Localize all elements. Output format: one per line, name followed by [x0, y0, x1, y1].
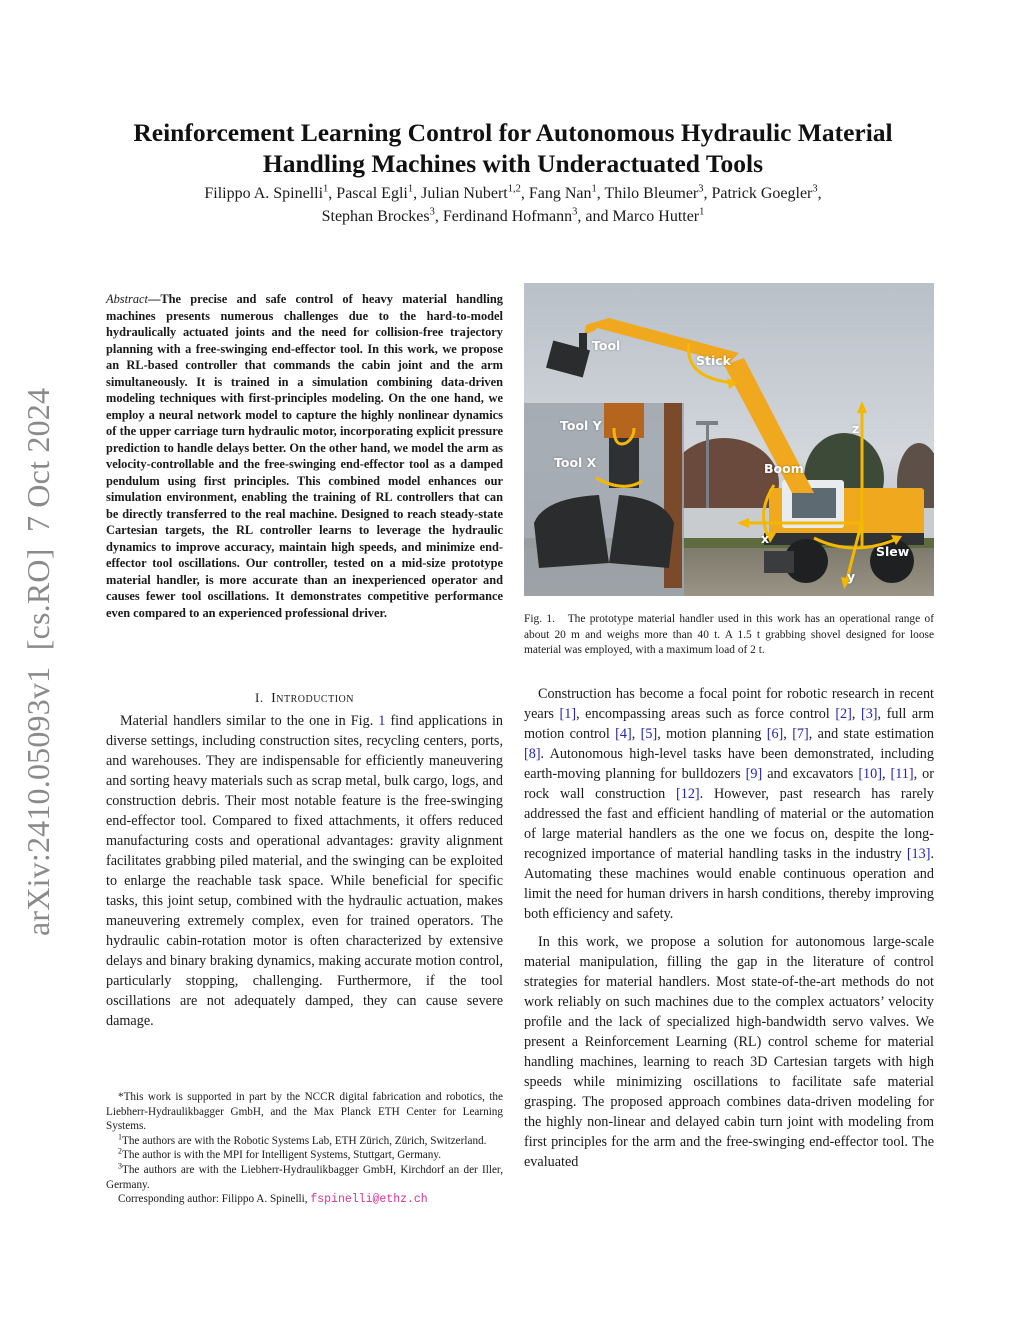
affiliation-footnote-1 [106, 1134, 503, 1149]
affiliation-mark: 1 [407, 183, 414, 195]
section-title: Introduction [271, 691, 354, 706]
citation-link[interactable]: [1] [559, 706, 577, 722]
paragraph-text: Material handlers similar to the one in Fig. [120, 713, 379, 729]
label-tool: Tool [592, 338, 621, 353]
footnote-mark: 3 [118, 1161, 122, 1171]
author-conjunction: and [585, 208, 609, 225]
citation-link[interactable]: [7] [792, 726, 809, 742]
author-name: Ferdinand Hofmann [442, 208, 573, 225]
author-line-1: Filippo A. Spinelli$^1$, Pascal Egli$^1$, Julian Nubert$^{1,2}$, Fang Nan$^1$, Thilo Bleumer$^3$, Patrick Goegler$^3$, [204, 183, 822, 202]
author-name: Thilo Bleumer [604, 185, 699, 202]
footnote-text: The authors are with the Liebherr-Hydraulikbagger GmbH, Kirchdorf an der Iller, Germany. [106, 1163, 503, 1191]
arxiv-identifier-stamp: arXiv:2410.05093v1 [cs.RO] 7 Oct 2024 [20, 387, 56, 936]
intro-paragraph-2 [524, 684, 934, 924]
figure-1-caption [524, 612, 934, 659]
affiliation-mark: 3 [429, 206, 435, 218]
paragraph-text: , [851, 706, 861, 722]
author-name: Pascal Egli [336, 185, 408, 202]
paragraph-text: , or rock wall construction [524, 766, 934, 802]
funding-footnote: *This work is supported in part by the NCCR digital fabrication and robotics, the Liebherr-Hydraulikbagger GmbH, and the Max Planck ETH Center for Learning Systems. [106, 1091, 503, 1133]
section-heading-introduction [106, 690, 503, 707]
paragraph-text: , and state estimation [808, 726, 935, 742]
label-x-axis: x [761, 531, 770, 546]
citation-link[interactable]: [3] [860, 706, 878, 722]
paragraph-text: , [631, 726, 641, 742]
abstract-dash: — [148, 292, 161, 306]
citation-link[interactable]: [13] [906, 846, 931, 862]
affiliation-mark: 1 [591, 183, 597, 195]
introduction-right-column [524, 684, 934, 1172]
paragraph-text: , [881, 766, 891, 782]
abstract-label: Abstract [106, 292, 148, 306]
label-tool-x: Tool X [554, 455, 597, 470]
paragraph-text: . Autonomous high-level tasks have been demonstrated, including earth-moving planning for bulldozers [524, 746, 934, 782]
corresponding-author [106, 1192, 503, 1208]
title-line-2: Handling Machines with Underactuated Tools [262, 149, 764, 178]
citation-link[interactable]: [10] [858, 766, 882, 782]
paragraph-text: find applications in diverse settings, including construction sites, recycling centers, ports, and warehouses. They are indispensable for efficiently maneuvering and sorting heavy materials such as scrap metal, bulk cargo, logs, and construction debris. Their most notable feature is the free-swinging end-effector tool. Compared to fixed attachments, it offers reduced manufacturing costs and operational advantages: gravity alignment facilitates grabbing piled material, and the swinging can be exploited to enlarge the reachable task space. While beneficial for specific tasks, this joint setup, combined with the hydraulic actuation, makes maneuvering extremely complex, even for trained operators. The hydraulic cabin-rotation motor is often characterized by extensive delays and binary braking dynamics, making accurate motion control, particularly stopping, challenging. Furthermore, if the tool oscillations are not adequately damped, they can cause severe damage. [106, 713, 503, 1029]
footnote-text: The author is with the MPI for Intelligent Systems, Stuttgart, Germany. [122, 1149, 442, 1162]
intro-paragraph-3: In this work, we propose a solution for autonomous large-scale material manipulation, filling the gap in the literature of control strategies for material handlers. Most state-of-the-art methods do not work reliably on such machines due to the complex actuators’ velocity profile and the lack of specialized high-bandwidth servo valves. We present a Reinforcement Learning (RL) control scheme for material handling machines, learning to reach 3D Cartesian targets with high speeds while minimizing oscillations to facilitate safe material grasping. The proposed approach combines data-driven modeling for the highly non-linear and delayed cabin turn joint with modeling from first principles for the arm and the free-swinging end-effector tool. The evaluated [524, 934, 934, 1170]
author-name: Filippo A. Spinelli [204, 185, 324, 202]
caption-label: Fig. 1. [524, 613, 555, 625]
footnotes [106, 1090, 503, 1208]
author-name: Marco Hutter [612, 208, 700, 225]
paragraph-text: , [783, 726, 793, 742]
paper-title [90, 117, 936, 179]
paragraph-text: , motion planning [657, 726, 767, 742]
author-name: Julian Nubert [421, 185, 508, 202]
footnote-text: Corresponding author: Filippo A. Spinelli, [118, 1193, 311, 1206]
citation-link[interactable]: [12] [676, 786, 700, 802]
author-name: Stephan Brockes [321, 208, 430, 225]
affiliation-mark: 1 [699, 206, 705, 218]
paragraph-text: , full arm motion control [524, 706, 934, 742]
paragraph-text: Construction has become a focal point for robotic research in recent years [524, 686, 934, 722]
paragraph-text: , encompassing areas such as force control [576, 706, 836, 722]
paragraph-text: . However, past research has rarely addressed the fast and efficient handling of material or the automation of large material handlers as the one we focus on, despite the long-recognized importance of material handling tasks in the industry [524, 786, 934, 862]
abstract-text: The precise and safe control of heavy material handling machines presents numerous challenges due to the hard-to-model hydraulically actuated joints and the need for collision-free trajectory planning with a free-swinging end-effector tool. In this work, we propose an RL-based controller that commands the cabin joint and the arm simultaneously. It is trained in a simulation combining data-driven modeling techniques with first-principles modeling. On the one hand, we employ a neural network model to capture the highly nonlinear dynamics of the upper carriage turn hydraulic motor, incorporating explicit pressure prediction to handle delays better. On the other hand, we model the arm as velocity-controllable and the free-swinging end-effector tool as a damped pendulum using first principles. This combined model enhances our simulation environment, enabling the training of RL controllers that can be directly transferred to the real machine. Designed to reach steady-state Cartesian targets, the RL controller learns to leverage the hydraulic dynamics to improve accuracy, maintain high speeds, and minimize end-effector tool oscillations. Our controller, tested on a mid-size prototype material handler, is more accurate than an inexperienced operator and causes fewer tool oscillations. It demonstrates competitive performance even compared to an experienced professional driver. [106, 292, 503, 620]
caption-text: The prototype material handler used in this work has an operational range of about 20 m and weighs more than 40 t. A 1.5 t grabbing shovel designed for loose material was employed, with a maximum load of 2 t. [524, 613, 934, 656]
material-handler-illustration [524, 283, 934, 596]
author-list [110, 182, 916, 228]
affiliation-footnote-3 [106, 1163, 503, 1192]
footnote-text: The authors are with the Robotic Systems Lab, ETH Zürich, Zürich, Switzerland. [122, 1134, 487, 1147]
citation-link[interactable]: [8] [524, 746, 541, 762]
label-stick: Stick [696, 353, 731, 368]
affiliation-mark: 1,2 [507, 183, 521, 195]
citation-link[interactable]: [6] [766, 726, 784, 742]
citation-link[interactable]: [5] [640, 726, 658, 742]
affiliation-mark: 3 [572, 206, 578, 218]
label-boom: Boom [764, 461, 804, 476]
affiliation-footnote-2 [106, 1148, 503, 1163]
affiliation-mark: 3 [812, 183, 818, 195]
affiliation-mark: 1 [323, 183, 329, 195]
citation-link[interactable]: [11] [890, 766, 914, 782]
label-slew: Slew [876, 544, 910, 559]
footnote-mark: 2 [118, 1146, 122, 1156]
paragraph-text: and excavators [762, 766, 859, 782]
introduction-left-column [106, 711, 503, 1031]
section-number: I. [255, 690, 264, 705]
author-name: Fang Nan [528, 185, 592, 202]
footnote-mark: 1 [118, 1132, 122, 1142]
citation-link[interactable]: [9] [745, 766, 763, 782]
label-tool-y: Tool Y [560, 418, 602, 433]
figure-1-photo [524, 283, 934, 596]
author-line-2: Stephan Brockes$^3$, Ferdinand Hofmann$^3$, and Marco Hutter$^1$ [321, 206, 705, 225]
citation-link[interactable]: [4] [615, 726, 632, 742]
figure-reference-link[interactable]: 1 [378, 713, 386, 729]
label-y-axis: y [847, 569, 856, 584]
author-name: Patrick Goegler [711, 185, 813, 202]
email-link[interactable]: fspinelli@ethz.ch [310, 1193, 428, 1207]
label-z-axis: z [852, 421, 860, 436]
paragraph-text: . Automating these machines would enable continuous operation and limit the need for human drivers in harsh conditions, thereby improving both efficiency and safety. [524, 846, 934, 922]
title-line-1: Reinforcement Learning Control for Autonomous Hydraulic Material [133, 118, 893, 147]
abstract [106, 291, 503, 621]
citation-link[interactable]: [2] [835, 706, 852, 722]
affiliation-mark: 3 [698, 183, 704, 195]
intro-paragraph-1 [106, 711, 503, 1031]
